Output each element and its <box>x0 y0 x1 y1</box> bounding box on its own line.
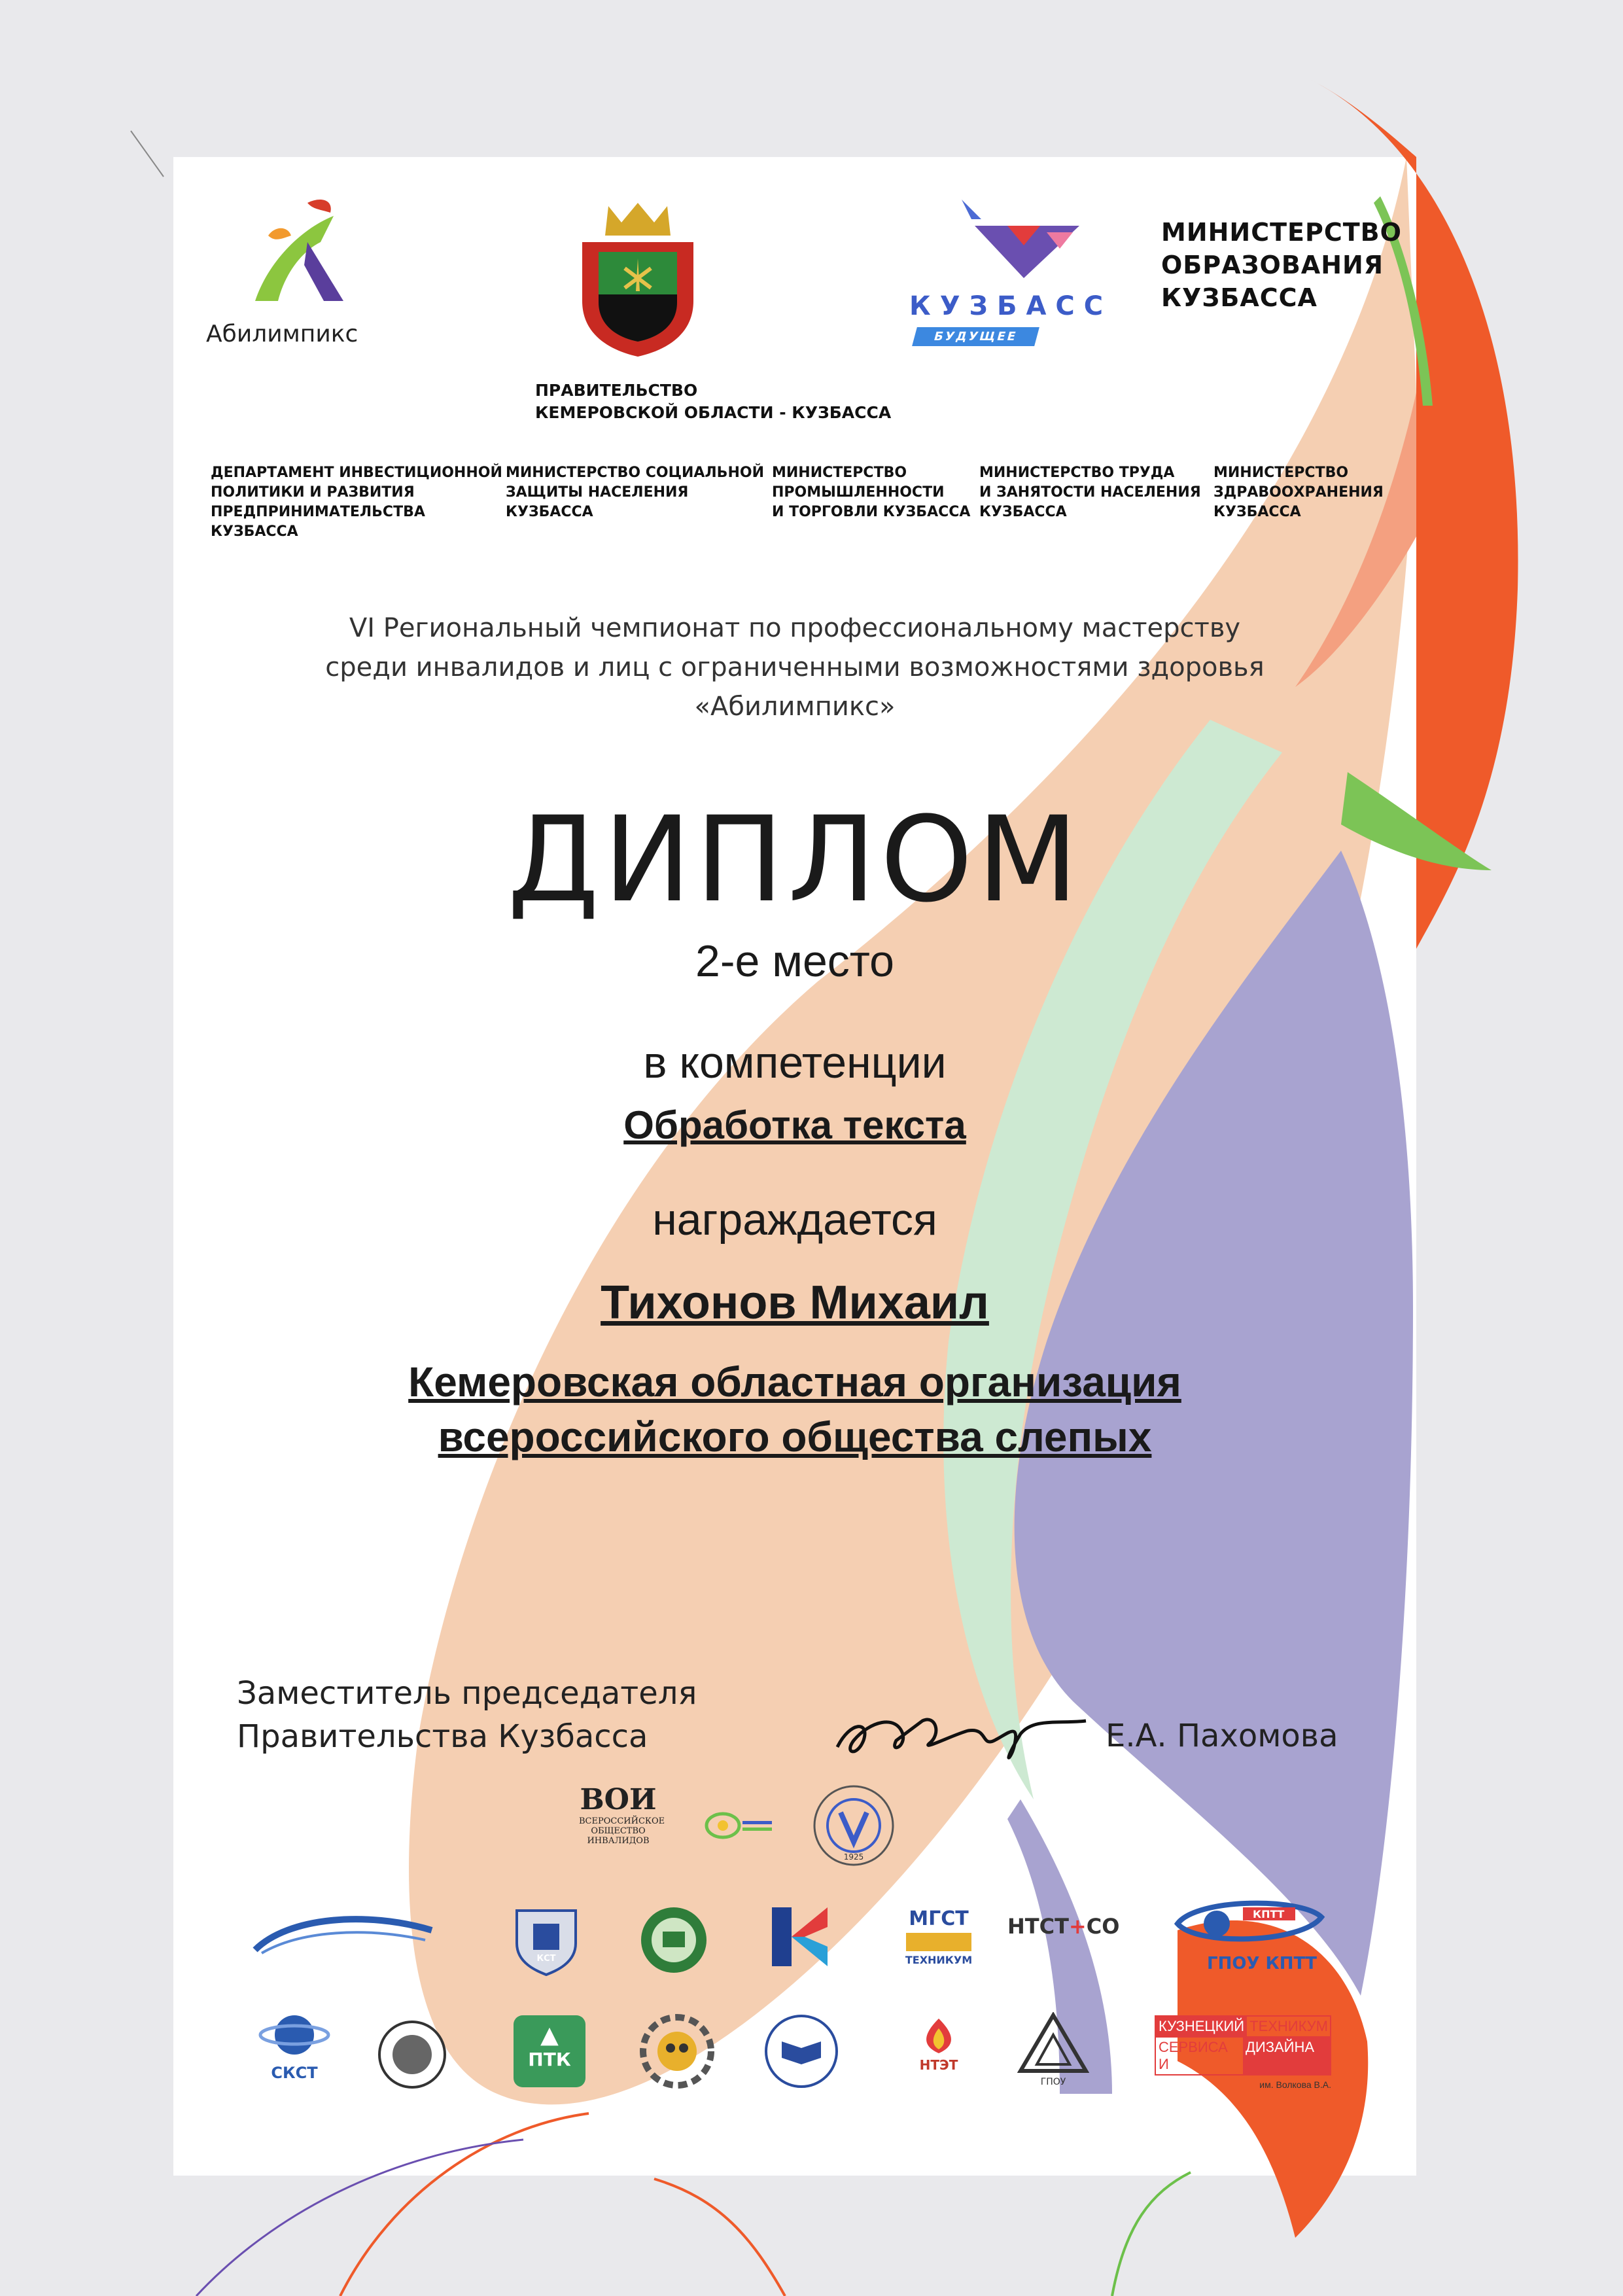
organization-line-2: всероссийского общества слепых <box>438 1413 1152 1460</box>
kts-subtitle: им. Волкова В.А. <box>1259 2079 1331 2090</box>
department-2-line: ЗАЩИТЫ НАСЕЛЕНИЯ <box>506 484 689 501</box>
ntet-flame-icon <box>906 2015 971 2055</box>
department-2-line: КУЗБАССА <box>506 504 593 520</box>
kptt-logo <box>1171 1891 1328 1976</box>
department-3-line: И ТОРГОВЛИ КУЗБАССА <box>772 504 971 520</box>
abilympics-emblem-icon <box>229 190 373 314</box>
vos-logo-year: 1925 <box>843 1852 864 1862</box>
triangle-icon <box>1017 2012 1089 2074</box>
swoosh-icon <box>249 1904 438 1963</box>
green-circle-logo <box>638 1904 710 1976</box>
car-gear-icon <box>1171 1891 1328 1950</box>
ptk-logo <box>514 2015 585 2087</box>
kuzbass-checkmark-icon <box>909 193 1138 298</box>
kts-cell: КУЗНЕЦКИЙ <box>1156 2017 1247 2036</box>
kst-crest-logo <box>510 1898 582 1976</box>
place: 2-е место <box>695 936 894 986</box>
department-1-line: КУЗБАССА <box>211 523 298 540</box>
voi-logo-line: ВСЕРОССИЙСКОЕ <box>579 1816 665 1826</box>
government-line-1: ПРАВИТЕЛЬСТВО <box>535 381 698 400</box>
ntet-label: НТЭТ <box>919 2057 958 2073</box>
orbit-icon <box>258 2009 330 2061</box>
ministry-line-3: КУЗБАССА <box>1161 283 1318 312</box>
mgst-label: МГСТ <box>909 1907 969 1930</box>
round-emblem-logo <box>376 2019 448 2091</box>
voi-logo <box>579 1783 665 1868</box>
department-3-line: МИНИСТЕРСТВО <box>772 465 907 481</box>
graduation-cap-icon: ▲ <box>540 2022 559 2049</box>
department-5-line: КУЗБАССА <box>1213 504 1301 520</box>
ntst-cross-icon: + <box>1068 1914 1087 1939</box>
future-tag: БУДУЩЕЕ <box>912 327 1039 346</box>
department-3-line: ПРОМЫШЛЕННОСТИ <box>772 484 945 501</box>
kuzbass-word: КУЗБАСС <box>909 291 1113 321</box>
mgst-logo <box>899 1894 978 1979</box>
kuznetsk-technikum-logo <box>1155 2015 1331 2091</box>
handwritten-signature <box>824 1695 1099 1773</box>
coat-of-arms-icon <box>569 196 707 360</box>
vos-logo <box>811 1783 896 1868</box>
ntet-logo <box>906 2015 971 2087</box>
ministry-education <box>1161 216 1402 314</box>
skst-logo <box>258 2009 330 2081</box>
kuzbass-future-logo <box>909 193 1138 350</box>
signer-position-line-1: Заместитель председателя <box>237 1675 697 1712</box>
ntst-logo <box>1007 1914 1125 1966</box>
championship-title <box>173 609 1416 726</box>
kptt-caption: ГПОУ КПТТ <box>1207 1954 1318 1973</box>
department-1-line: ПОЛИТИКИ И РАЗВИТИЯ <box>211 484 415 501</box>
government-line-2: КЕМЕРОВСКОЙ ОБЛАСТИ - КУЗБАССА <box>535 403 892 422</box>
department-2 <box>506 463 764 522</box>
recipient-organization <box>173 1354 1416 1464</box>
voi-logo-abbr: ВОИ <box>580 1783 657 1816</box>
kstt-logo <box>249 1904 438 1963</box>
ministry-line-2: ОБРАЗОВАНИЯ <box>1161 251 1384 279</box>
organization-line-1: Кемеровская областная организация <box>408 1358 1181 1405</box>
ntst-co-label: СО <box>1086 1914 1120 1939</box>
voi-logo-line: ОБЩЕСТВО <box>591 1826 646 1836</box>
department-4-line: КУЗБАССА <box>979 504 1067 520</box>
kts-row-1 <box>1155 2015 1331 2038</box>
awarded-label: награждается <box>652 1195 937 1245</box>
recipient-name: Тихонов Михаил <box>601 1277 989 1329</box>
round-emblem-icon <box>376 2019 448 2091</box>
kts-cell: СЕРВИСА И <box>1159 2039 1228 2072</box>
mgst-banner <box>906 1933 971 1951</box>
eye-logo <box>703 1803 775 1848</box>
k-logo <box>765 1901 837 1973</box>
department-4-line: МИНИСТЕРСТВО ТРУДА <box>979 465 1175 481</box>
department-5-line: МИНИСТЕРСТВО <box>1213 465 1349 481</box>
gear-icon <box>638 2012 716 2091</box>
gear-owl-logo <box>638 2012 716 2091</box>
skst-label: СКСТ <box>271 2064 318 2082</box>
department-4-line: И ЗАНЯТОСТИ НАСЕЛЕНИЯ <box>979 484 1201 501</box>
ntst-label: НТСТ <box>1007 1914 1069 1939</box>
competence-name: Обработка текста <box>623 1103 966 1147</box>
mgst-technikum: ТЕХНИКУМ <box>905 1954 973 1966</box>
signer-position <box>237 1672 697 1758</box>
abilympics-caption: Абилимпикс <box>206 321 358 347</box>
kts-cell: ТЕХНИКУМ <box>1249 2018 1328 2034</box>
gpou-triangle-logo <box>1017 2012 1089 2091</box>
signer-position-line-2: Правительства Кузбасса <box>237 1718 648 1755</box>
kemerovo-coat-of-arms <box>569 196 707 360</box>
ministry-line-1: МИНИСТЕРСТВО <box>1161 218 1402 247</box>
kts-cell: ДИЗАЙНА <box>1243 2038 1330 2074</box>
championship-line-3: «Абилимпикс» <box>694 692 896 722</box>
department-4 <box>979 463 1201 522</box>
department-1-line: ДЕПАРТАМЕНТ ИНВЕСТИЦИОННОЙ <box>211 465 502 481</box>
voi-logo-line: ИНВАЛИДОВ <box>587 1836 650 1846</box>
crest-icon <box>510 1898 582 1976</box>
government-title <box>535 380 891 424</box>
department-1-line: ПРЕДПРИНИМАТЕЛЬСТВА <box>211 504 425 520</box>
book-ring-icon <box>762 2012 841 2091</box>
eye-icon <box>703 1803 775 1848</box>
computer-circle-icon <box>638 1904 710 1976</box>
kts-row-2 <box>1155 2038 1331 2075</box>
championship-line-1: VI Региональный чемпионат по профессиональному мастерству <box>349 613 1241 643</box>
abilympics-logo <box>229 190 373 314</box>
kptt-label: КПТТ <box>1253 1908 1285 1920</box>
gpou-label: ГПОУ <box>1040 2077 1066 2087</box>
department-5 <box>1213 463 1384 522</box>
signer-name: Е.А. Пахомова <box>1106 1718 1338 1754</box>
championship-line-2: среди инвалидов и лиц с ограниченными возможностями здоровья <box>325 652 1265 682</box>
diploma-title: ДИПЛОМ <box>507 792 1083 928</box>
department-1 <box>211 463 502 542</box>
department-2-line: МИНИСТЕРСТВО СОЦИАЛЬНОЙ <box>506 465 764 481</box>
competence-intro: в компетенции <box>643 1038 947 1087</box>
department-3 <box>772 463 970 522</box>
technical-college-logo <box>762 2012 841 2091</box>
k-letter-icon <box>765 1901 837 1973</box>
ptk-label: ПТК <box>528 2049 571 2070</box>
kst-crest-label: КСТ <box>536 1954 556 1964</box>
department-5-line: ЗДРАВООХРАНЕНИЯ <box>1213 484 1384 501</box>
